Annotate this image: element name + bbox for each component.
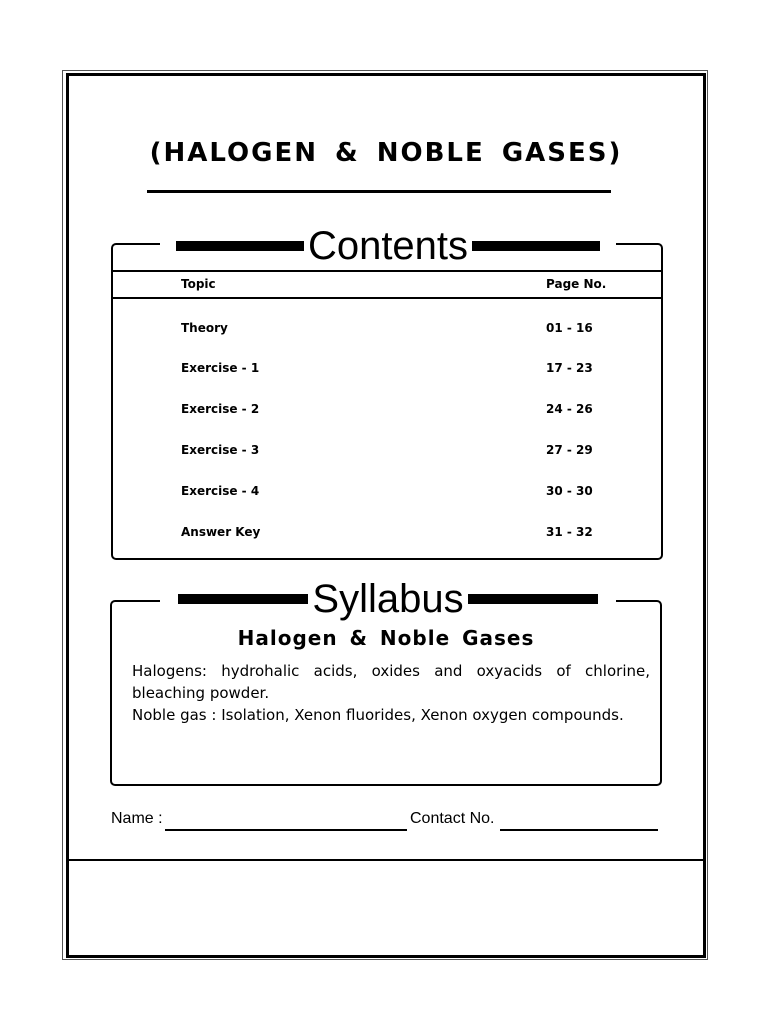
heading-bar-left — [176, 241, 304, 251]
contact-label: Contact No. — [410, 810, 495, 827]
row-pages: 27 - 29 — [546, 443, 593, 457]
row-topic: Theory — [181, 321, 228, 335]
name-contact-row — [111, 810, 671, 832]
table-row — [113, 321, 661, 341]
row-topic: Exercise - 4 — [181, 484, 260, 498]
heading-bar-left — [178, 594, 308, 604]
row-topic: Exercise - 3 — [181, 443, 260, 457]
heading-bar-right — [472, 241, 600, 251]
contents-heading — [160, 224, 616, 268]
row-topic: Exercise - 1 — [181, 361, 260, 375]
syllabus-text — [132, 660, 650, 726]
header-page-no: Page No. — [546, 277, 607, 291]
table-row — [113, 361, 661, 381]
row-pages: 17 - 23 — [546, 361, 593, 375]
row-pages: 01 - 16 — [546, 321, 593, 335]
syllabus-line-halogens: Halogens: hydrohalic acids, oxides and oxyacids of chlorine, — [132, 662, 650, 680]
row-pages: 24 - 26 — [546, 402, 593, 416]
row-pages: 30 - 30 — [546, 484, 593, 498]
syllabus-line-bleaching: bleaching powder. — [132, 684, 270, 702]
syllabus-heading-text: Syllabus — [312, 577, 464, 621]
table-row — [113, 525, 661, 545]
header-topic: Topic — [181, 277, 216, 291]
bottom-divider — [66, 859, 706, 861]
contents-heading-text: Contents — [307, 224, 469, 268]
row-topic: Answer Key — [181, 525, 261, 539]
name-label: Name : — [111, 810, 163, 827]
table-row — [113, 402, 661, 422]
contents-table-header — [113, 270, 661, 299]
syllabus-subtitle: Halogen & Noble Gases — [237, 626, 535, 650]
row-topic: Exercise - 2 — [181, 402, 260, 416]
contents-box — [111, 243, 663, 560]
document-title: (HALOGEN & NOBLE GASES) — [149, 138, 623, 168]
syllabus-box — [110, 600, 662, 786]
syllabus-heading — [160, 577, 616, 621]
row-pages: 31 - 32 — [546, 525, 593, 539]
title-underline — [147, 190, 611, 193]
heading-bar-right — [468, 594, 598, 604]
contact-blank-line[interactable] — [500, 828, 658, 831]
table-row — [113, 484, 661, 504]
table-row — [113, 443, 661, 463]
name-blank-line[interactable] — [165, 828, 407, 831]
syllabus-line-noble-gas: Noble gas : Isolation, Xenon fluorides, Xenon oxygen compounds. — [132, 706, 624, 724]
